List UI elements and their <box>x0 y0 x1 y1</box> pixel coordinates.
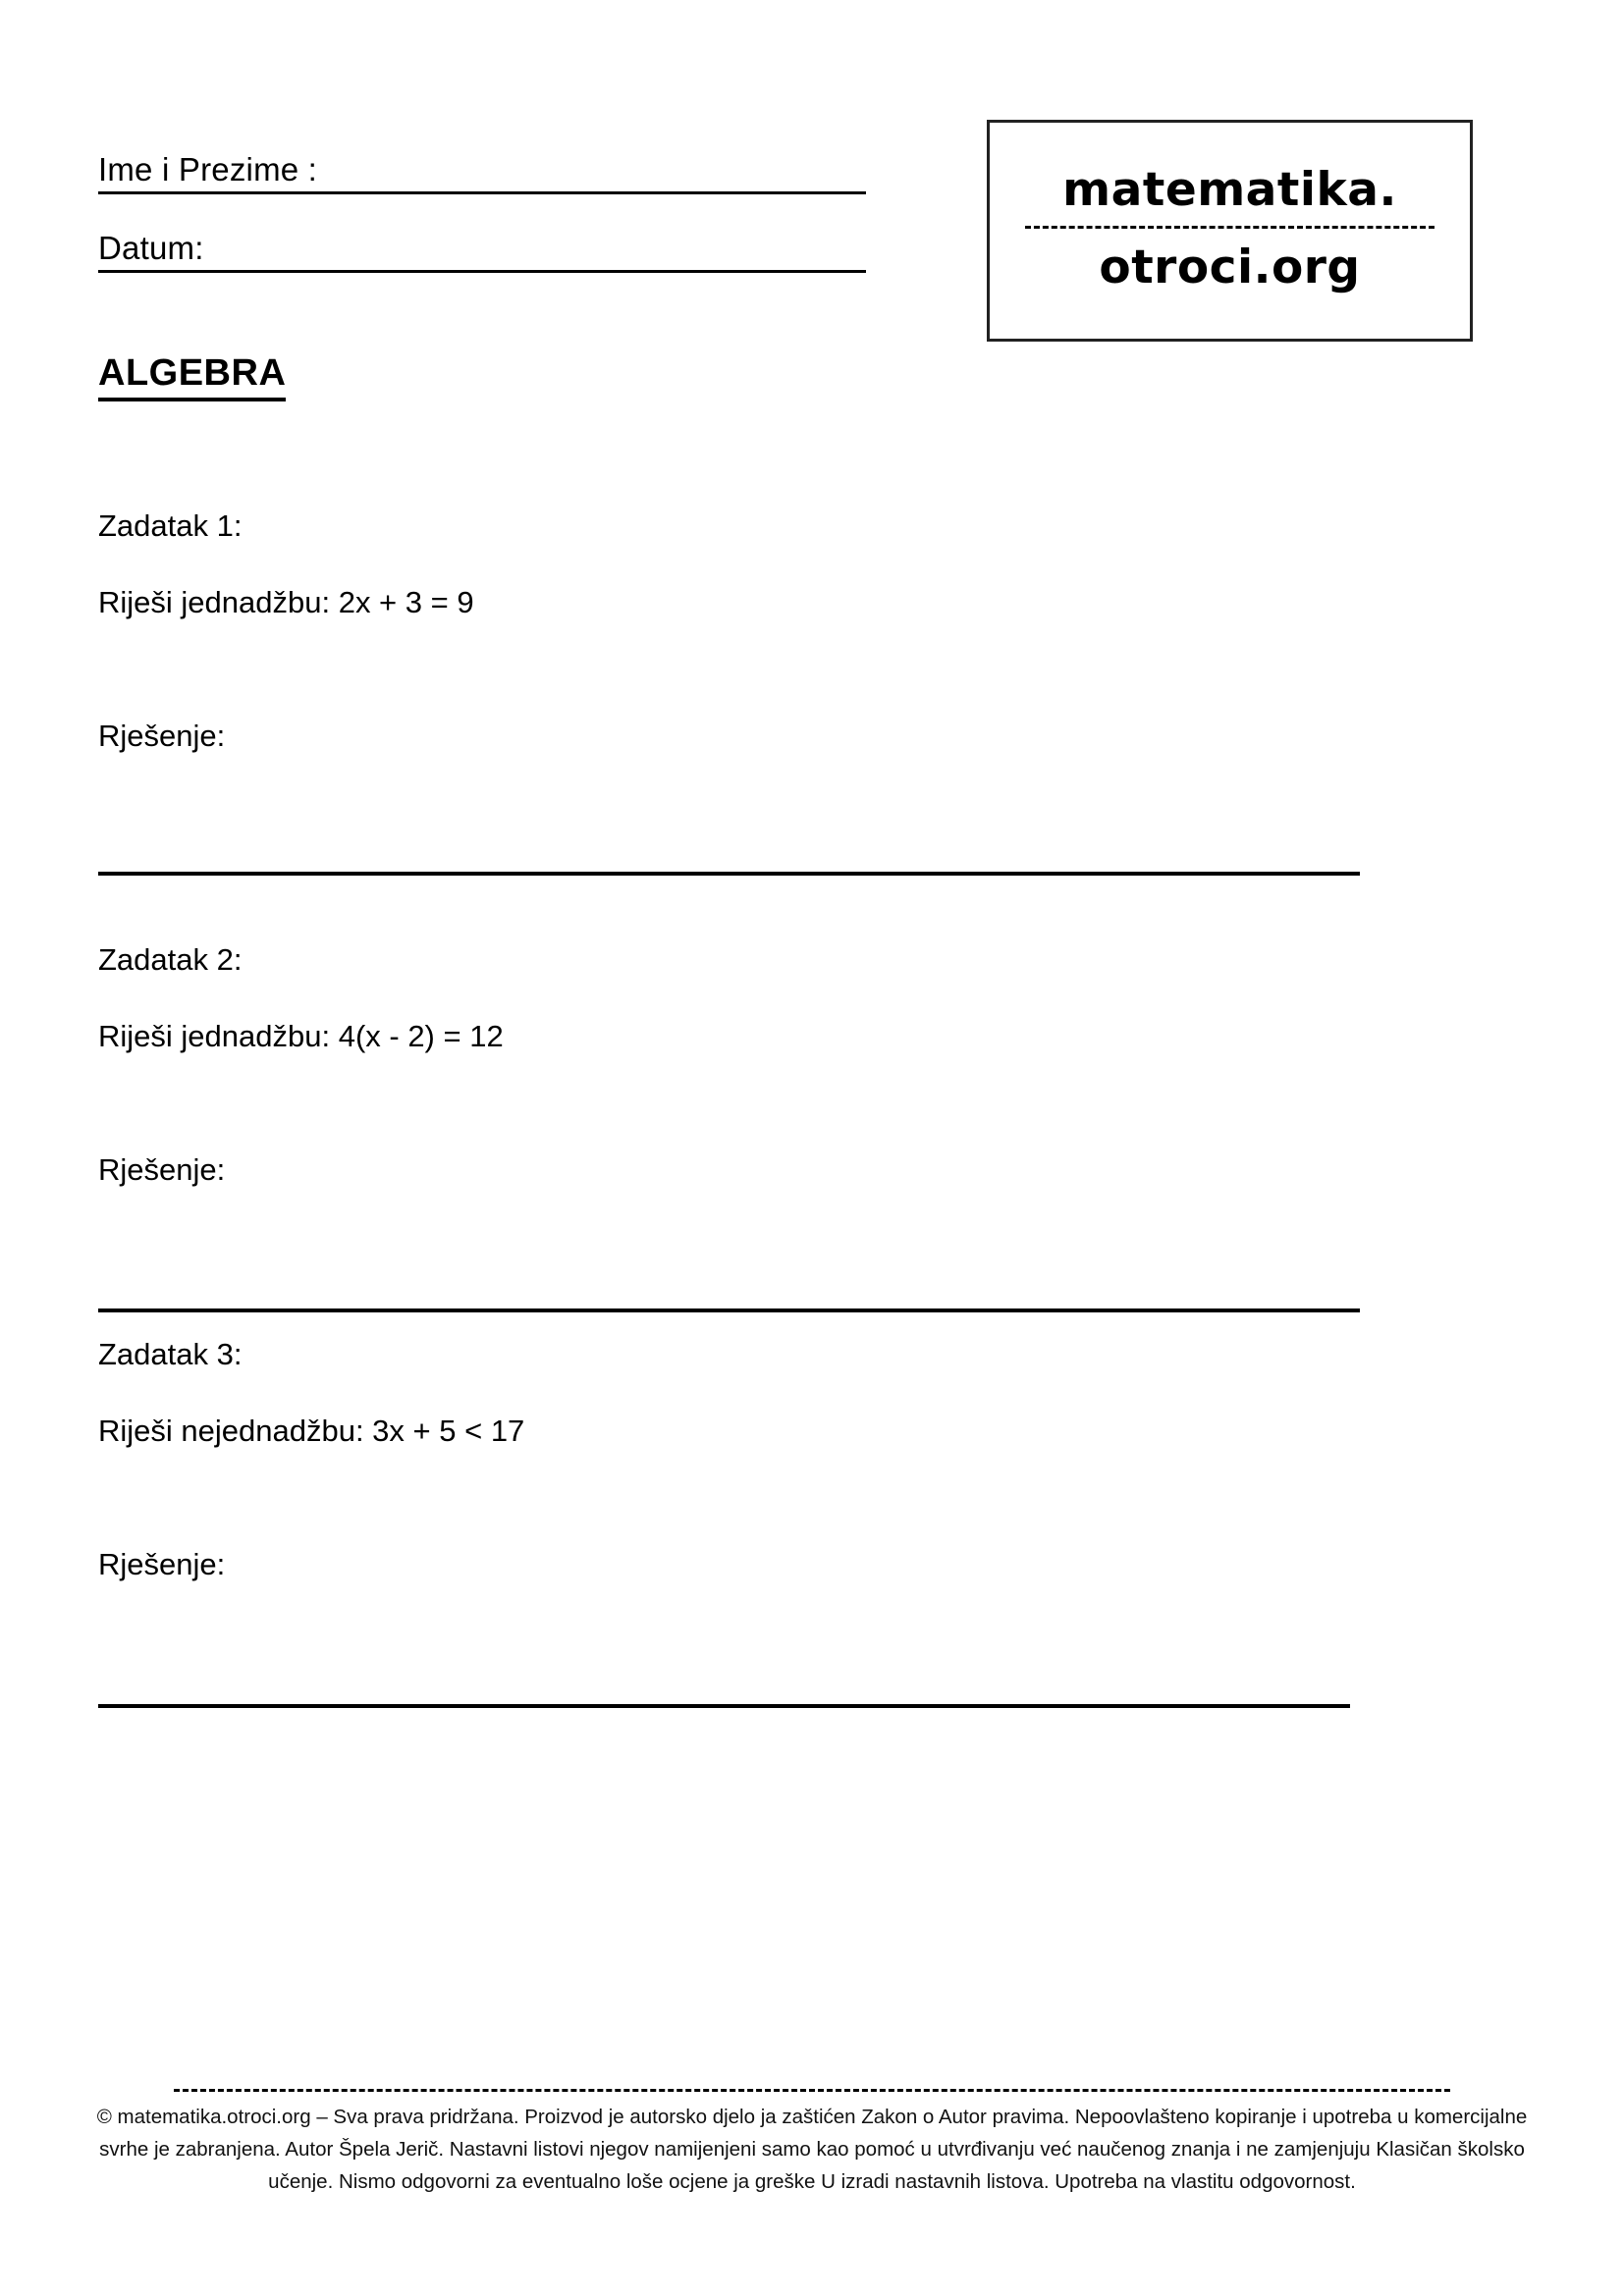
page-footer <box>0 2089 1624 2198</box>
copyright-line-2: svrhe je zabranjena. Autor Špela Jerič. Nastavni listovi njegov namijenjeni samo kao pomoć u utvrđivanju već naučenog znanja i ne zamjenjuju Klasičan školsko <box>99 2138 1525 2161</box>
footer-divider <box>174 2089 1450 2092</box>
task-1-separator <box>98 872 1360 876</box>
copyright-line-1: © matematika.otroci.org – Sva prava pridržana. Proizvod je autorsko djelo ja zaštićen Zakon o Autor pravima. Nepoovlašteno kopiranje i upotreba u komercijalne <box>96 2106 1528 2128</box>
task-2-separator <box>98 1308 1360 1312</box>
page-title: ALGEBRA <box>98 350 286 401</box>
name-field-row[interactable] <box>98 149 866 194</box>
task-1-answer-label: Rješenje: <box>98 719 226 753</box>
logo-line-otroci: otroci.org <box>1099 240 1361 294</box>
task-3-separator <box>98 1704 1350 1708</box>
task-3-prompt: Riješi nejednadžbu: 3x + 5 < 17 <box>98 1414 525 1448</box>
copyright-line-3: učenje. Nismo odgovorni za eventualno loše ocjene ja greške U izradi nastavnih listova. Upotreba na vlastitu odgovornost. <box>268 2170 1356 2193</box>
task-1-prompt: Riješi jednadžbu: 2x + 3 = 9 <box>98 585 474 619</box>
task-2-number: Zadatak 2: <box>98 942 243 977</box>
task-3-number: Zadatak 3: <box>98 1337 243 1371</box>
copyright-notice <box>76 2101 1548 2198</box>
date-field-label: Datum: <box>98 230 204 266</box>
task-2-prompt: Riješi jednadžbu: 4(x - 2) = 12 <box>98 1019 504 1053</box>
task-1-number: Zadatak 1: <box>98 508 243 543</box>
task-2-answer-label: Rješenje: <box>98 1152 226 1187</box>
task-block-2 <box>98 940 1365 1190</box>
task-3-answer-label: Rješenje: <box>98 1547 226 1581</box>
site-logo-box <box>987 120 1473 342</box>
logo-divider <box>1025 226 1435 229</box>
task-block-3 <box>98 1335 1365 1584</box>
logo-line-matematika: matematika. <box>1062 162 1397 217</box>
date-field-row[interactable] <box>98 228 866 273</box>
name-field-label: Ime i Prezime : <box>98 151 318 187</box>
task-block-1 <box>98 507 1365 756</box>
